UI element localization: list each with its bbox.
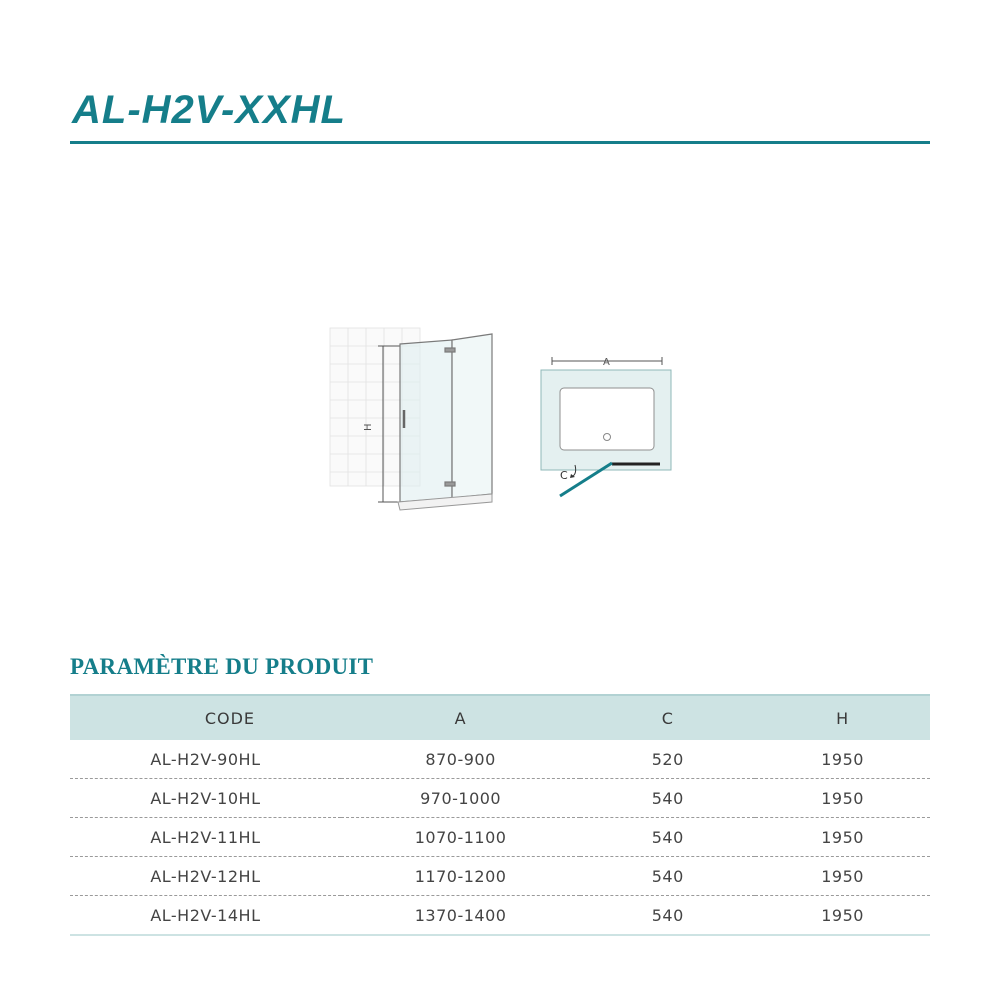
cell-code: AL-H2V-12HL [70,857,341,896]
cell-code: AL-H2V-10HL [70,779,341,818]
cell-h: 1950 [755,896,930,936]
cell-code: AL-H2V-11HL [70,818,341,857]
cell-a: 1170-1200 [341,857,581,896]
cell-c: 540 [580,857,755,896]
column-header-code: CODE [70,695,341,740]
table-header-row [70,695,930,740]
cell-c: 540 [580,818,755,857]
cell-c: 520 [651,749,684,769]
cell-c: 540 [580,896,755,936]
table-row [70,779,930,818]
cell-a: 870-900 [425,749,496,769]
table-row [70,740,930,779]
height-label: H [363,423,374,431]
column-header-h: H [755,695,930,740]
cell-code: AL-H2V-14HL [70,896,341,936]
clearance-label: C [560,469,568,482]
page-title: AL-H2V-XXHL [72,88,346,132]
table-row [70,896,930,936]
width-label: A [603,357,610,368]
table-row [70,857,930,896]
table-row [70,818,930,857]
cell-a: 970-1000 [341,779,581,818]
column-header-a: A [341,695,581,740]
cell-c: 540 [580,779,755,818]
title-divider [70,141,930,144]
column-header-c: C [580,695,755,740]
cell-a: 1370-1400 [341,896,581,936]
cell-h: 1950 [755,857,930,896]
shower-door-diagram [320,320,680,520]
cell-a: 1070-1100 [341,818,581,857]
cell-h: 1950 [821,749,864,769]
door-panels [400,334,492,502]
cell-h: 1950 [755,779,930,818]
cell-code: AL-H2V-90HL [150,749,261,769]
section-heading: PARAMÈTRE DU PRODUIT [70,654,374,679]
product-parameters-table [70,694,930,936]
cell-h: 1950 [755,818,930,857]
